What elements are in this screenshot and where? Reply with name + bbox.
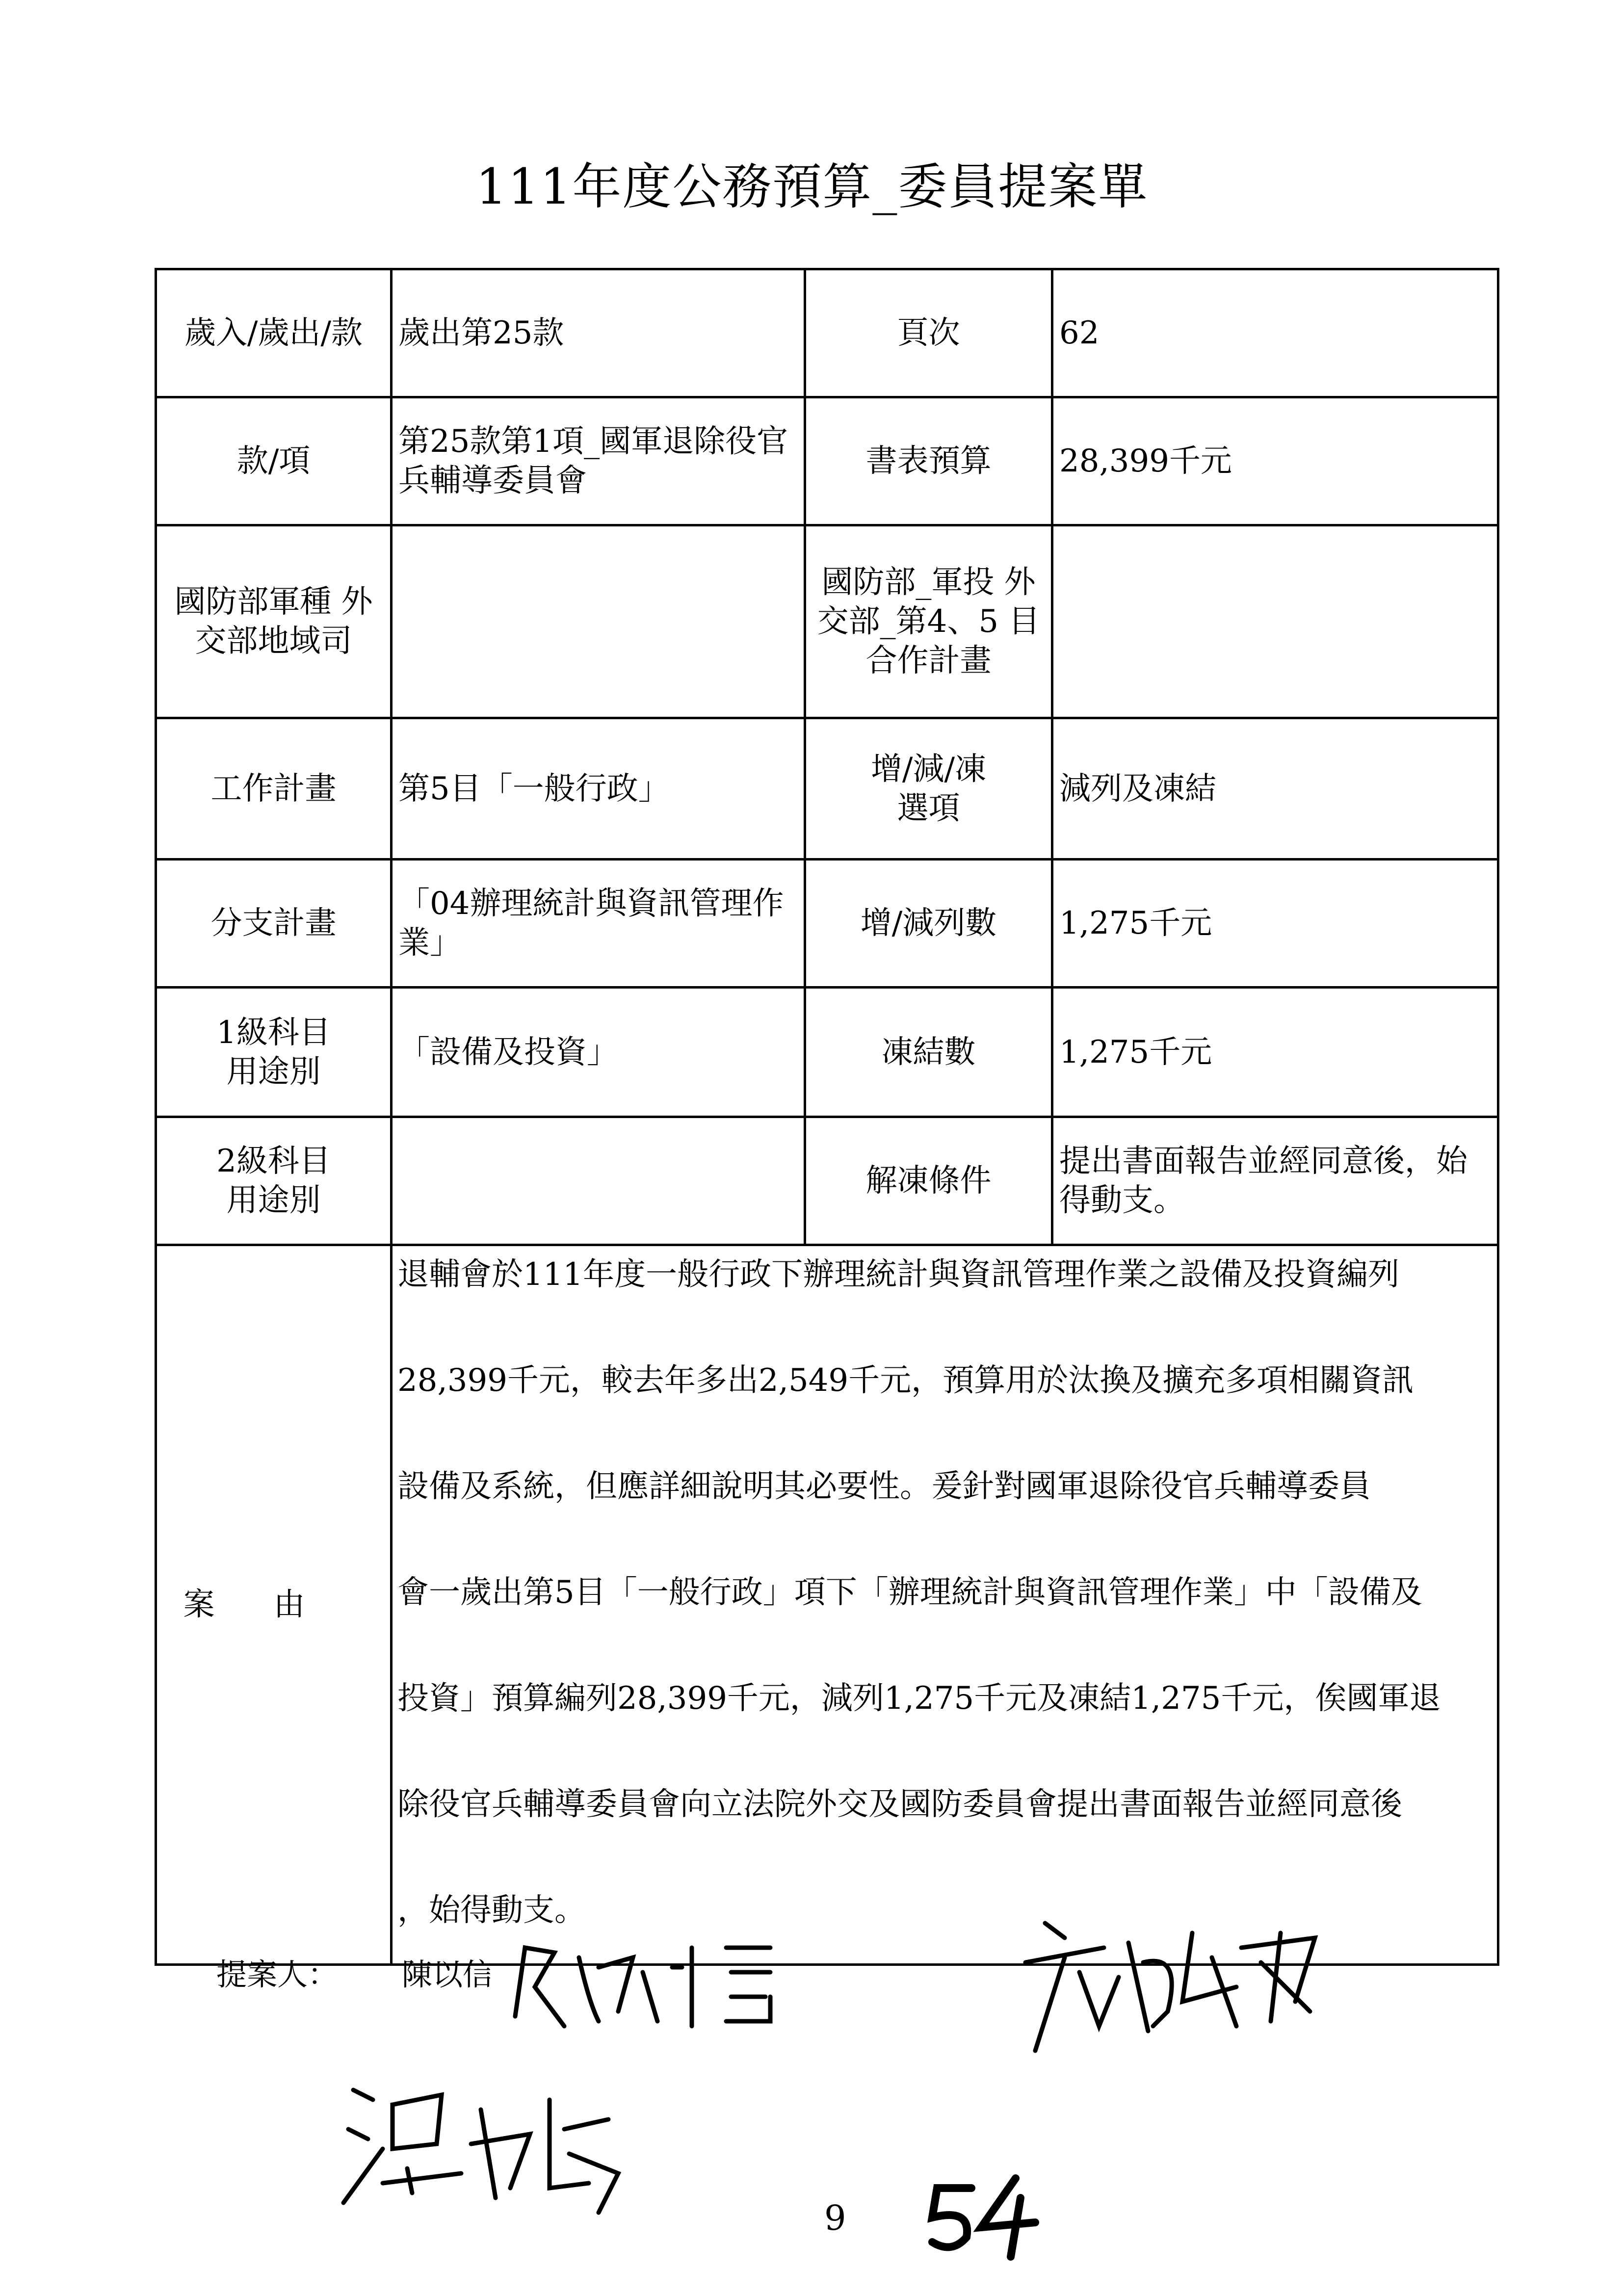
field-label: 款/項 [156,397,392,525]
field-label: 書表預算 [805,397,1052,525]
table-row [156,269,1498,397]
reason-line: 28,399千元，較去年多出2,549千元，預算用於汰換及擴充多項相關資訊 [397,1362,1414,1399]
signature-3 [334,2061,638,2227]
reason-line: 除役官兵輔導委員會向立法院外交及國防委員會提出書面報告並經同意後 [397,1786,1402,1823]
field-value: 28,399千元 [1052,397,1498,525]
field-label: 工作計畫 [156,718,392,860]
field-value: 「04辦理統計與資訊管理作業」 [392,860,805,988]
handwritten-page-number [922,2168,1050,2262]
page-number: 9 [824,2198,846,2238]
table-row [156,1245,1498,1965]
field-label: 增/減列數 [805,860,1052,988]
field-label: 分支計畫 [156,860,392,988]
field-label: 國防部_軍投 外交部_第4、5 目合作計畫 [805,525,1052,718]
field-value [1052,525,1498,718]
field-label: 解凍條件 [805,1117,1052,1245]
table-row [156,397,1498,525]
field-value: 歲出第25款 [392,269,805,397]
field-value [392,525,805,718]
field-label: 1級科目 用途別 [156,988,392,1117]
table-row [156,860,1498,988]
reason-line: ，始得動支。 [397,1892,586,1929]
field-value: 第5目「一般行政」 [392,718,805,860]
field-label: 頁次 [805,269,1052,397]
signature-1 [496,1928,849,2041]
field-label: 國防部軍種 外交部地域司 [156,525,392,718]
reason-label: 案由 [156,1245,392,1965]
reason-line: 投資」預算編列28,399千元，減列1,275千元及凍結1,275千元，俟國軍退 [397,1680,1441,1717]
field-value: 「設備及投資」 [392,988,805,1117]
proposer-name: 陳以信 [402,1957,494,1992]
field-label: 2級科目 用途別 [156,1117,392,1245]
field-value: 1,275千元 [1052,988,1498,1117]
proposal-form-table [155,268,1499,1966]
field-value: 提出書面報告並經同意後，始得動支。 [1052,1117,1498,1245]
page-title: 111年度公務預算_委員提案單 [475,158,1149,215]
signature-2 [1006,1904,1359,2061]
table-row [156,718,1498,860]
field-value: 1,275千元 [1052,860,1498,988]
reason-line: 設備及系統，但應詳細說明其必要性。爰針對國軍退除役官兵輔導委員 [397,1468,1371,1505]
field-label: 增/減/凍 選項 [805,718,1052,860]
table-row [156,988,1498,1117]
field-value: 62 [1052,269,1498,397]
field-value: 減列及凍結 [1052,718,1498,860]
field-label: 歲入/歲出/款 [156,269,392,397]
reason-line: 會一歲出第5目「一般行政」項下「辦理統計與資訊管理作業」中「設備及 [397,1574,1422,1611]
field-value: 第25款第1項_國軍退除役官兵輔導委員會 [392,397,805,525]
table-row [156,525,1498,718]
reason-text [392,1245,1498,1965]
reason-line: 退輔會於111年度一般行政下辦理統計與資訊管理作業之設備及投資編列 [397,1256,1400,1293]
field-label: 凍結數 [805,988,1052,1117]
proposer-label: 提案人： [216,1957,339,1992]
